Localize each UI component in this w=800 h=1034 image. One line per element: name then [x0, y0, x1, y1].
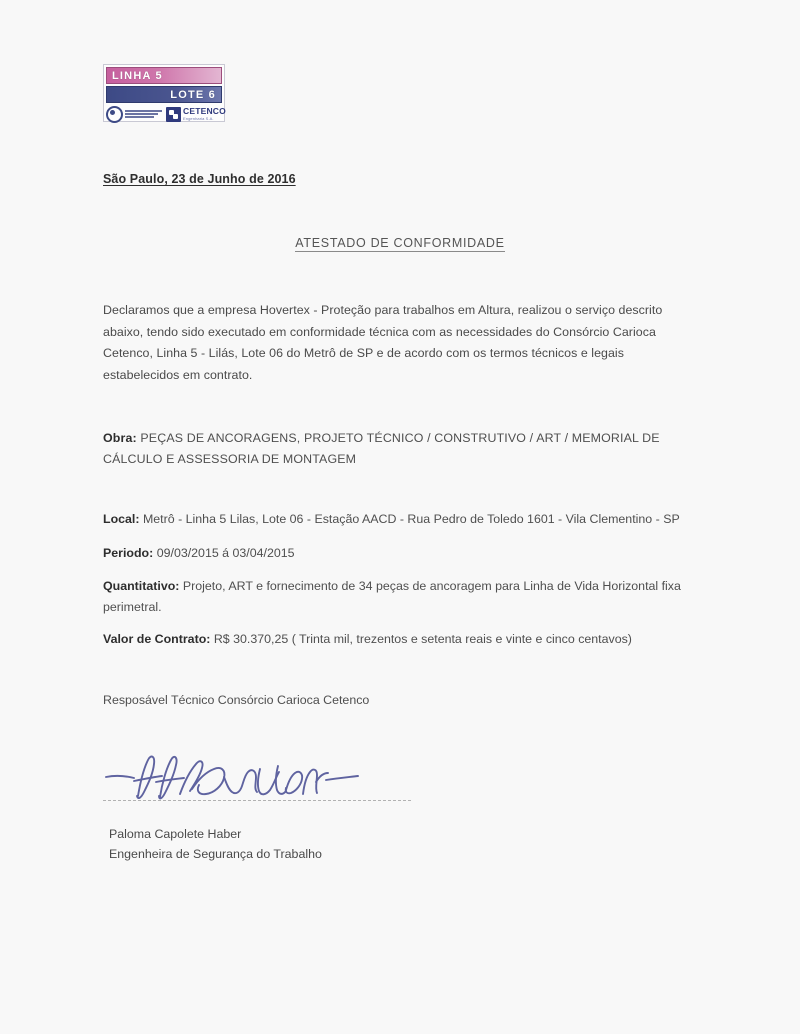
- field-quantitativo: [103, 576, 703, 618]
- signer-name: Paloma Capolete Haber: [109, 827, 242, 841]
- field-local: [103, 509, 703, 530]
- signer-identity: [109, 824, 322, 864]
- document-title-text: ATESTADO DE CONFORMIDADE: [295, 236, 505, 250]
- carioca-ring-icon: [106, 106, 123, 123]
- field-periodo: [103, 543, 703, 564]
- field-quantitativo-label: Quantitativo:: [103, 579, 180, 593]
- field-valor-value: R$ 30.370,25 ( Trinta mil, trezentos e setenta reais e vinte e cinco centavos): [213, 632, 632, 646]
- carioca-wordmark: [125, 110, 162, 118]
- field-obra: [103, 428, 703, 470]
- field-periodo-value: 09/03/2015 á 03/04/2015: [156, 546, 295, 560]
- logo-linha-label: LINHA 5: [112, 69, 163, 82]
- intro-paragraph: Declaramos que a empresa Hovertex - Proteção para trabalhos em Altura, realizou o serviço descrito abaixo, tendo sido executado em conformidade técnica com as necessidades do Consórcio Carioca Cetenco, Linha 5 - Lilás, Lote 06 do Metrô de SP e de acordo com os termos técnicos e legais estabelecidos em contrato.: [103, 303, 663, 382]
- carioca-engenharia-logo-icon: [106, 106, 162, 123]
- field-obra-value: PEÇAS DE ANCORAGENS, PROJETO TÉCNICO / CONSTRUTIVO / ART / MEMORIAL DE CÁLCULO E ASSESSORIA DE MONTAGEM: [103, 431, 660, 466]
- logo-company-marks: [106, 105, 226, 123]
- cetenco-name: CETENCO: [183, 106, 226, 117]
- field-local-label: Local:: [103, 512, 140, 526]
- field-valor-label: Valor de Contrato:: [103, 632, 211, 646]
- field-periodo-label: Periodo:: [103, 546, 154, 560]
- handwritten-signature: [100, 750, 420, 812]
- field-obra-label: Obra:: [103, 431, 137, 445]
- cetenco-tagline: Engenharia S.A.: [183, 115, 214, 121]
- signature-rule: [103, 800, 411, 801]
- responsible-technician-line: Resposável Técnico Consórcio Carioca Cetenco: [103, 693, 370, 707]
- cetenco-glyph-icon: [166, 107, 181, 122]
- field-quantitativo-value: Projeto, ART e fornecimento de 34 peças de ancoragem para Linha de Vida Horizontal fixa perimetral.: [103, 579, 681, 614]
- signer-title: Engenheira de Segurança do Trabalho: [109, 847, 322, 861]
- cetenco-logo-icon: [166, 107, 226, 122]
- field-valor: [103, 629, 703, 650]
- cetenco-wordmark: [183, 107, 226, 121]
- logo-lote-label: LOTE 6: [170, 88, 216, 101]
- field-local-value: Metrô - Linha 5 Lilas, Lote 06 - Estação AACD - Rua Pedro de Toledo 1601 - Vila Clementino - SP: [142, 512, 680, 526]
- logo-lote-bar: [106, 86, 222, 103]
- document-date: São Paulo, 23 de Junho de 2016: [103, 172, 296, 186]
- consortium-logo: [103, 64, 225, 122]
- logo-linha-bar: [106, 67, 222, 84]
- signature-area: [100, 750, 420, 812]
- document-title: [0, 236, 800, 250]
